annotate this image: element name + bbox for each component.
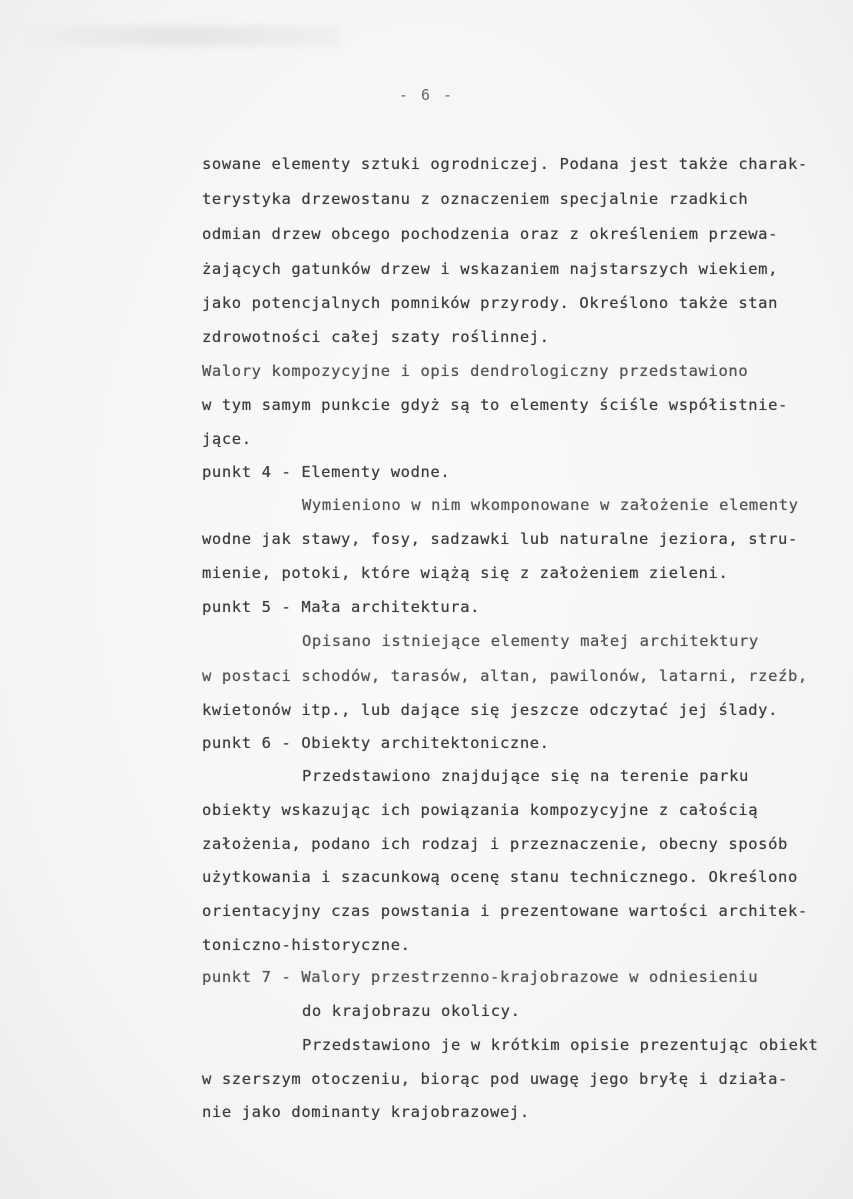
text-line: terystyka drzewostanu z oznaczeniem specjalnie rzadkich [202, 190, 749, 208]
text-line: Wymieniono w nim wkomponowane w założenie elementy [302, 496, 799, 514]
text-line: jące. [202, 430, 252, 448]
text-line: w tym samym punkcie gdyż są to elementy ściśle współistnie- [202, 396, 788, 414]
text-line: toniczno-historyczne. [202, 936, 411, 954]
section-heading: punkt 4 - Elementy wodne. [202, 463, 451, 481]
text-line: orientacyjny czas powstania i prezentowane wartości architek- [202, 902, 808, 920]
text-line: mienie, potoki, które wiążą się z założeniem zieleni. [202, 564, 729, 582]
section-heading: punkt 6 - Obiekty architektoniczne. [202, 734, 550, 752]
text-line: żających gatunków drzew i wskazaniem najstarszych wiekiem, [202, 260, 779, 278]
section-heading: punkt 7 - Walory przestrzenno-krajobrazowe w odniesieniu [202, 968, 759, 986]
text-line: w szerszym otoczeniu, biorąc pod uwagę jego bryłę i działa- [202, 1070, 788, 1088]
text-line: nie jako dominanty krajobrazowej. [202, 1103, 530, 1121]
text-line: odmian drzew obcego pochodzenia oraz z określeniem przewa- [202, 225, 779, 243]
text-line: Przedstawiono znajdujące się na terenie parku [302, 767, 749, 785]
text-line: założenia, podano ich rodzaj i przeznaczenie, obecny sposób [202, 835, 788, 853]
text-line: sowane elementy sztuki ogrodniczej. Podana jest także charak- [202, 155, 808, 173]
text-line: obiekty wskazując ich powiązania kompozycyjne z całością [202, 801, 759, 819]
text-line: użytkowania i szacunkową ocenę stanu technicznego. Określono [202, 868, 798, 886]
text-line: kwietonów itp., lub dające się jeszcze odczytać jej ślady. [202, 701, 779, 719]
text-line: Przedstawiono je w krótkim opisie prezentując obiekt [302, 1036, 819, 1054]
section-heading: punkt 5 - Mała architektura. [202, 598, 481, 616]
text-line: zdrowotności całej szaty roślinnej. [202, 328, 550, 346]
text-line: Opisano istniejące elementy małej architektury [302, 632, 759, 650]
text-line: Walory kompozycyjne i opis dendrologiczny przedstawiono [202, 362, 749, 380]
page-number: - 6 - [398, 86, 455, 104]
section-heading: do krajobrazu okolicy. [302, 1002, 521, 1020]
text-line: wodne jak stawy, fosy, sadzawki lub naturalne jeziora, stru- [202, 530, 798, 548]
text-line: jako potencjalnych pomników przyrody. Określono także stan [202, 294, 779, 312]
text-line: w postaci schodów, tarasów, altan, pawilonów, latarni, rzeźb, [202, 667, 808, 685]
scan-smudge [20, 26, 340, 46]
